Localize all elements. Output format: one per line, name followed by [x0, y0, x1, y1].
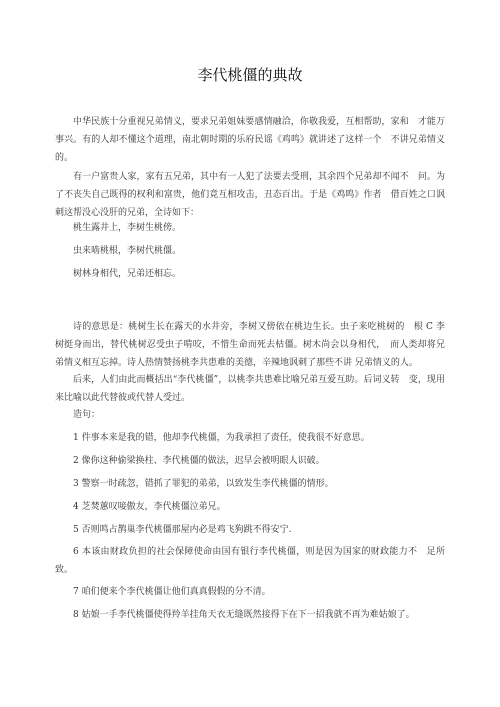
example-sentence-4: 4 芝焚蕙叹唼傲友，李代桃僵泣弟兄。 — [73, 502, 226, 512]
example-sentence-1: 1 件事本来是我的错，他却李代桃僵，为我承担了责任，使我很不好意思。 — [73, 433, 370, 443]
example-sentence-2: 2 像你这种偷梁换柱、李代桃僵的做法，迟早会被明眼人识破。 — [73, 456, 325, 466]
paragraph-story: 有一户富贵人家，家有五兄弟，其中有一人犯了法要去受刑，其余四个兄弟却不闻不 问。为了不丧失自己既得的权利和富贵，他们竟互相攻击，丑态百出。于是《鸡鸣》作者 借百姓之口讽刺这帮没心没肝的兄弟，全诗如下： — [55, 172, 445, 218]
example-sentence-8: 8 姑娘一手李代桃僵使得羚羊挂角天衣无缝既然接得下在下一招我就不再为难姑娘了。 — [73, 610, 415, 620]
example-sentence-3: 3 警察一时疏忽，错抓了罪犯的弟弟，以致发生李代桃僵的情形。 — [73, 479, 334, 489]
example-sentence-5: 5 否则鸣占鹊巢李代桃僵那屋内必是鸡飞狗跳不得安宁. — [73, 525, 292, 535]
paragraph-meaning: 诗的意思是：桃树生长在露天的水井旁，李树又傍依在桃边生长。虫子来吃桃树的 根 C 李树挺身而出，替代桃树忍受虫子啃咬，不惜生命而死去枯僵。树木尚会以身相代， 而人类却将兄弟情义相互忘掉。诗人热情赞扬桃李共患难的美德，辛辣地讽刺了那些不讲 兄弟情义的人。 — [55, 322, 445, 368]
document-title: 李代桃僵的典故 — [197, 66, 303, 84]
poem-line-1: 桃生露井上，李树生桃傍。 — [73, 223, 182, 233]
example-sentence-6: 6 本该由财政负担的社会保障使命由国有银行李代桃僵，则是因为国家的财政能力不 足所致。 — [55, 547, 445, 575]
poem-line-2: 虫来啮桃根，李树代桃僵。 — [73, 246, 182, 256]
paragraph-idiom-origin: 后来，人们由此而概括出“李代桃僵”，以桃李共患难比喻兄弟互爱互助。后词义转 变，现用来比喻以此代替彼或代替人受过。 — [55, 375, 445, 403]
examples-heading: 造句： — [73, 410, 101, 420]
poem-line-3: 树林身相代，兄弟还相忘。 — [73, 269, 182, 279]
paragraph-intro: 中华民族十分重视兄弟情义，要求兄弟姐妹要感情融洽，你敬我爱，互相帮助，家和 才能万事兴。有的人却不懂这个道理，南北朝时期的乐府民谣《鸡鸣》就讲述了这样一个 不讲兄弟情义的。 — [55, 117, 445, 163]
example-sentence-7: 7 咱们便来个李代桃僵让他们真真假假的分不清。 — [73, 587, 271, 597]
